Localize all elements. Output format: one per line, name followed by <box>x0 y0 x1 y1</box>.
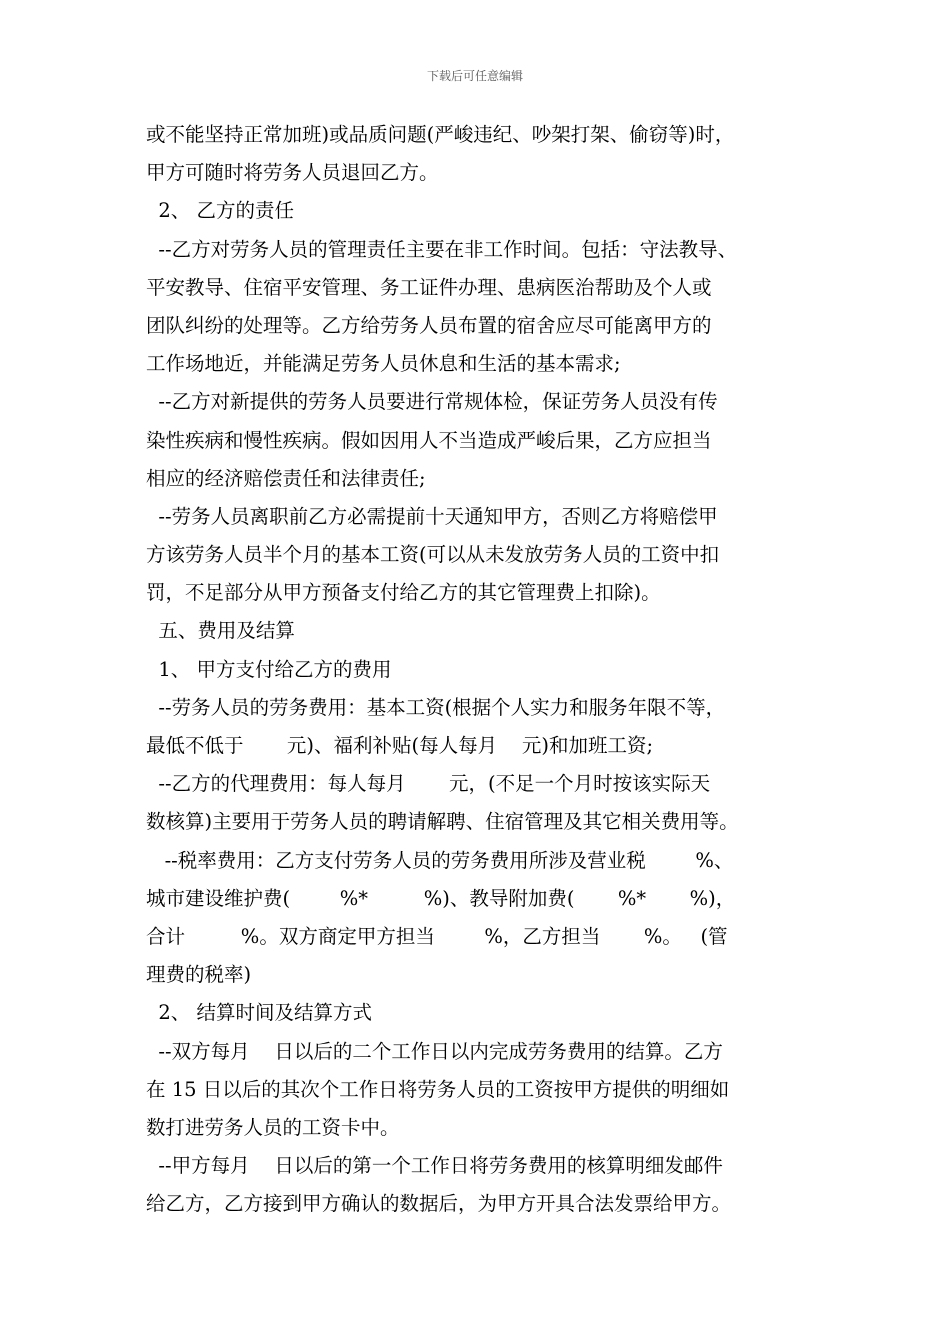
text-line: 方该劳务人员半个月的基本工资(可以从未发放劳务人员的工资中扣 <box>146 543 720 567</box>
text-line: 数打进劳务人员的工资卡中。 <box>146 1115 400 1139</box>
section-heading: 2、 乙方的责任 <box>146 199 295 223</box>
text-line: 相应的经济赔偿责任和法律责任; <box>146 466 426 490</box>
text-line: --劳务人员离职前乙方必需提前十天通知甲方，否则乙方将赔偿甲 <box>146 504 718 528</box>
text-line: 甲方可随时将劳务人员退回乙方。 <box>146 161 439 185</box>
text-line: 罚，不足部分从甲方预备支付给乙方的其它管理费上扣除)。 <box>146 581 661 605</box>
text-line: 城市建设维护费( %* %)、教导附加费( %* %)， <box>146 886 736 910</box>
text-line: --乙方对劳务人员的管理责任主要在非工作时间。包括：守法教导、 <box>146 237 738 261</box>
text-line: --乙方的代理费用：每人每月 元，(不足一个月时按该实际天 <box>146 772 711 796</box>
text-line: 团队纠纷的处理等。乙方给劳务人员布置的宿舍应尽可能离甲方的 <box>146 313 712 337</box>
text-line: 染性疾病和慢性疾病。假如因用人不当造成严峻后果，乙方应担当 <box>146 428 712 452</box>
text-line: 在 15 日以后的其次个工作日将劳务人员的工资按甲方提供的明细如 <box>146 1077 730 1101</box>
text-line: 理费的税率) <box>146 963 252 987</box>
document-body <box>146 116 836 1223</box>
text-line: --劳务人员的劳务费用：基本工资(根据个人实力和服务年限不等， <box>146 695 726 719</box>
page-header: 下载后可任意编辑 <box>426 69 523 83</box>
section-heading: 五、费用及结算 <box>146 619 295 643</box>
text-line: --甲方每月 日以后的第一个工作日将劳务费用的核算明细发邮件 <box>146 1154 723 1178</box>
text-line: 给乙方，乙方接到甲方确认的数据后，为甲方开具合法发票给甲方。 <box>146 1192 732 1216</box>
text-line: --税率费用：乙方支付劳务人员的劳务费用所涉及营业税 %、 <box>146 848 734 872</box>
text-line: 合计 %。双方商定甲方担当 %，乙方担当 %。 (管 <box>146 924 728 948</box>
text-line: 平安教导、住宿平安管理、务工证件办理、患病医治帮助及个人或 <box>146 275 712 299</box>
section-heading: 1、 甲方支付给乙方的费用 <box>146 657 392 681</box>
text-line: 或不能坚持正常加班)或品质问题(严峻违纪、吵架打架、偷窃等)时， <box>146 123 735 146</box>
text-line: --乙方对新提供的劳务人员要进行常规体检，保证劳务人员没有传 <box>146 390 718 414</box>
text-line: 最低不低于 元)、福利补贴(每人每月 元)和加班工资; <box>146 734 654 757</box>
text-line: --双方每月 日以后的二个工作日以内完成劳务费用的结算。乙方 <box>146 1039 723 1063</box>
text-line: 数核算)主要用于劳务人员的聘请解聘、住宿管理及其它相关费用等。 <box>146 810 739 834</box>
text-line: 工作场地近，并能满足劳务人员休息和生活的基本需求; <box>146 352 621 376</box>
section-heading: 2、 结算时间及结算方式 <box>146 1001 373 1025</box>
